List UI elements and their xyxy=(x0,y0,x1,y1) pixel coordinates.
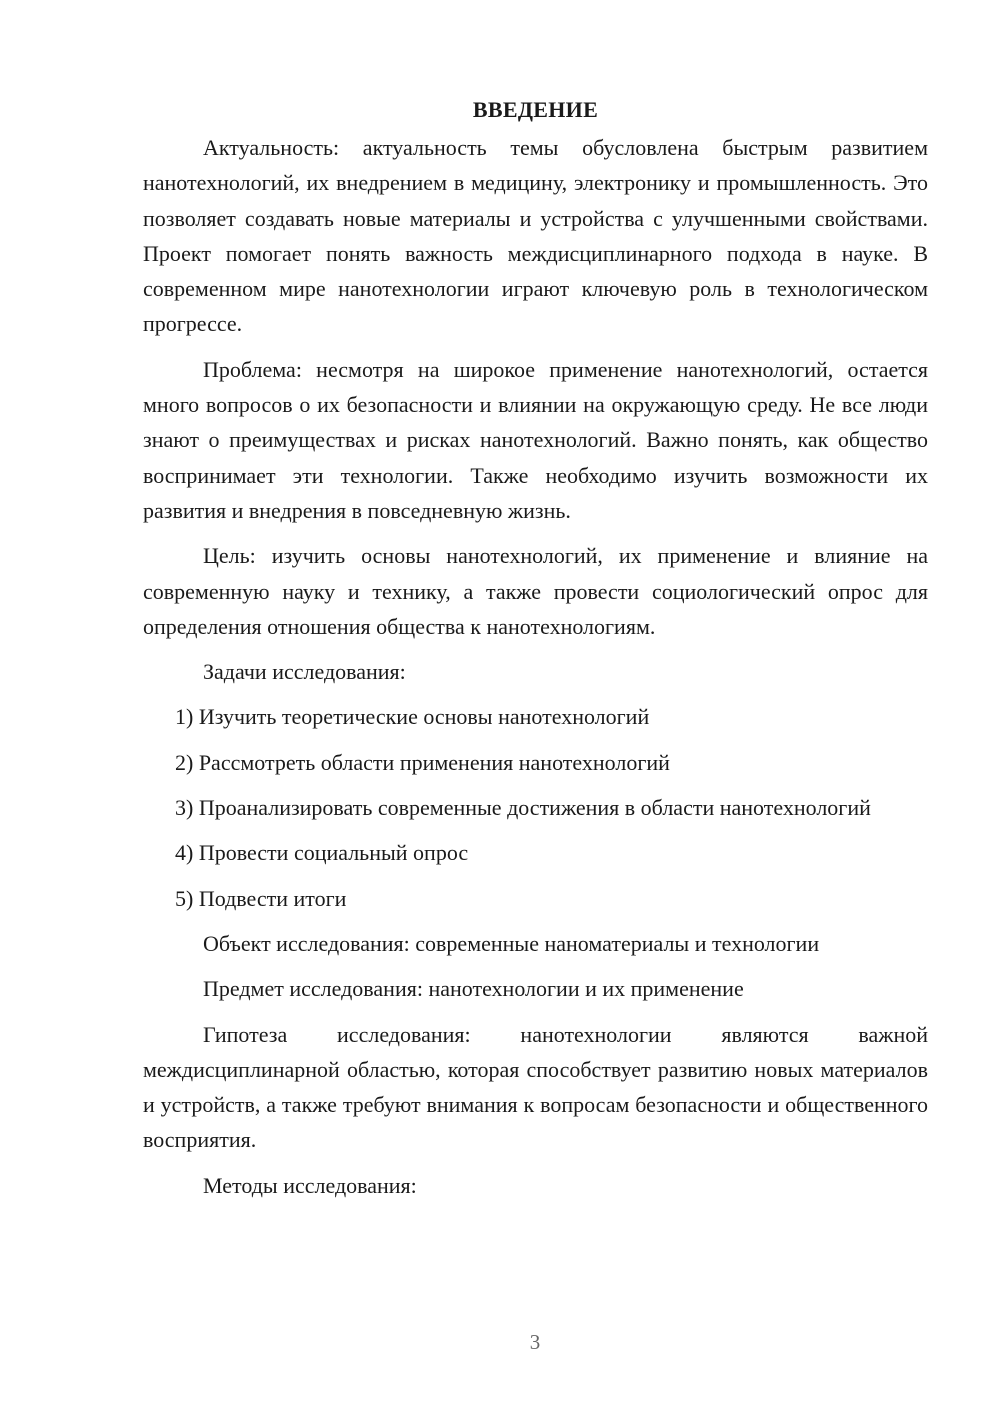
subject-paragraph: Предмет исследования: нанотехнологии и их применение xyxy=(203,976,744,1002)
tasks-heading: Задачи исследования: xyxy=(203,659,406,685)
problem-paragraph: Проблема: несмотря на широкое применение нанотехнологий, остается много вопросов о их безопасности и влиянии на окружающую среду. Не все люди знают о преимуществах и рисках нанотехнологий. Важно понять, как общество воспринимает эти технологии. Также необходимо изучить возможности их развития и внедрения в повседневную жизнь. xyxy=(143,356,928,523)
page-title: ВВЕДЕНИЕ xyxy=(472,97,599,122)
object-paragraph: Объект исследования: современные наноматериалы и технологии xyxy=(203,930,820,956)
hypothesis-paragraph: Гипотеза исследования: нанотехнологии являются важной междисциплинарной областью, которая способствует развитию новых материалов и устройств, а также требуют внимания к вопросам безопасности и общественного восприятия. xyxy=(143,1021,928,1153)
methods-heading: Методы исследования: xyxy=(203,1172,417,1198)
goal-paragraph: Цель: изучить основы нанотехнологий, их применение и влияние на современную науку и технику, а также провести социологический опрос для определения отношения общества к нанотехнологиям. xyxy=(143,543,928,639)
task-item-3: 3) Проанализировать современные достижения в области нанотехнологий xyxy=(175,795,871,821)
relevance-paragraph: Актуальность: актуальность темы обусловлена быстрым развитием нанотехнологий, их внедрением в медицину, электронику и промышленность. Это позволяет создавать новые материалы и устройства с улучшенными свойствами. Проект помогает понять важность междисциплинарного подхода в науке. В современном мире нанотехнологии играют ключевую роль в технологическом прогрессе. xyxy=(143,135,928,337)
page-number: 3 xyxy=(529,1330,541,1354)
task-item-2: 2) Рассмотреть области применения нанотехнологий xyxy=(175,749,670,775)
task-item-1: 1) Изучить теоретические основы нанотехнологий xyxy=(175,704,650,730)
task-item-5: 5) Подвести итоги xyxy=(175,885,347,911)
page-content xyxy=(143,92,928,1213)
task-item-4: 4) Провести социальный опрос xyxy=(175,840,469,866)
